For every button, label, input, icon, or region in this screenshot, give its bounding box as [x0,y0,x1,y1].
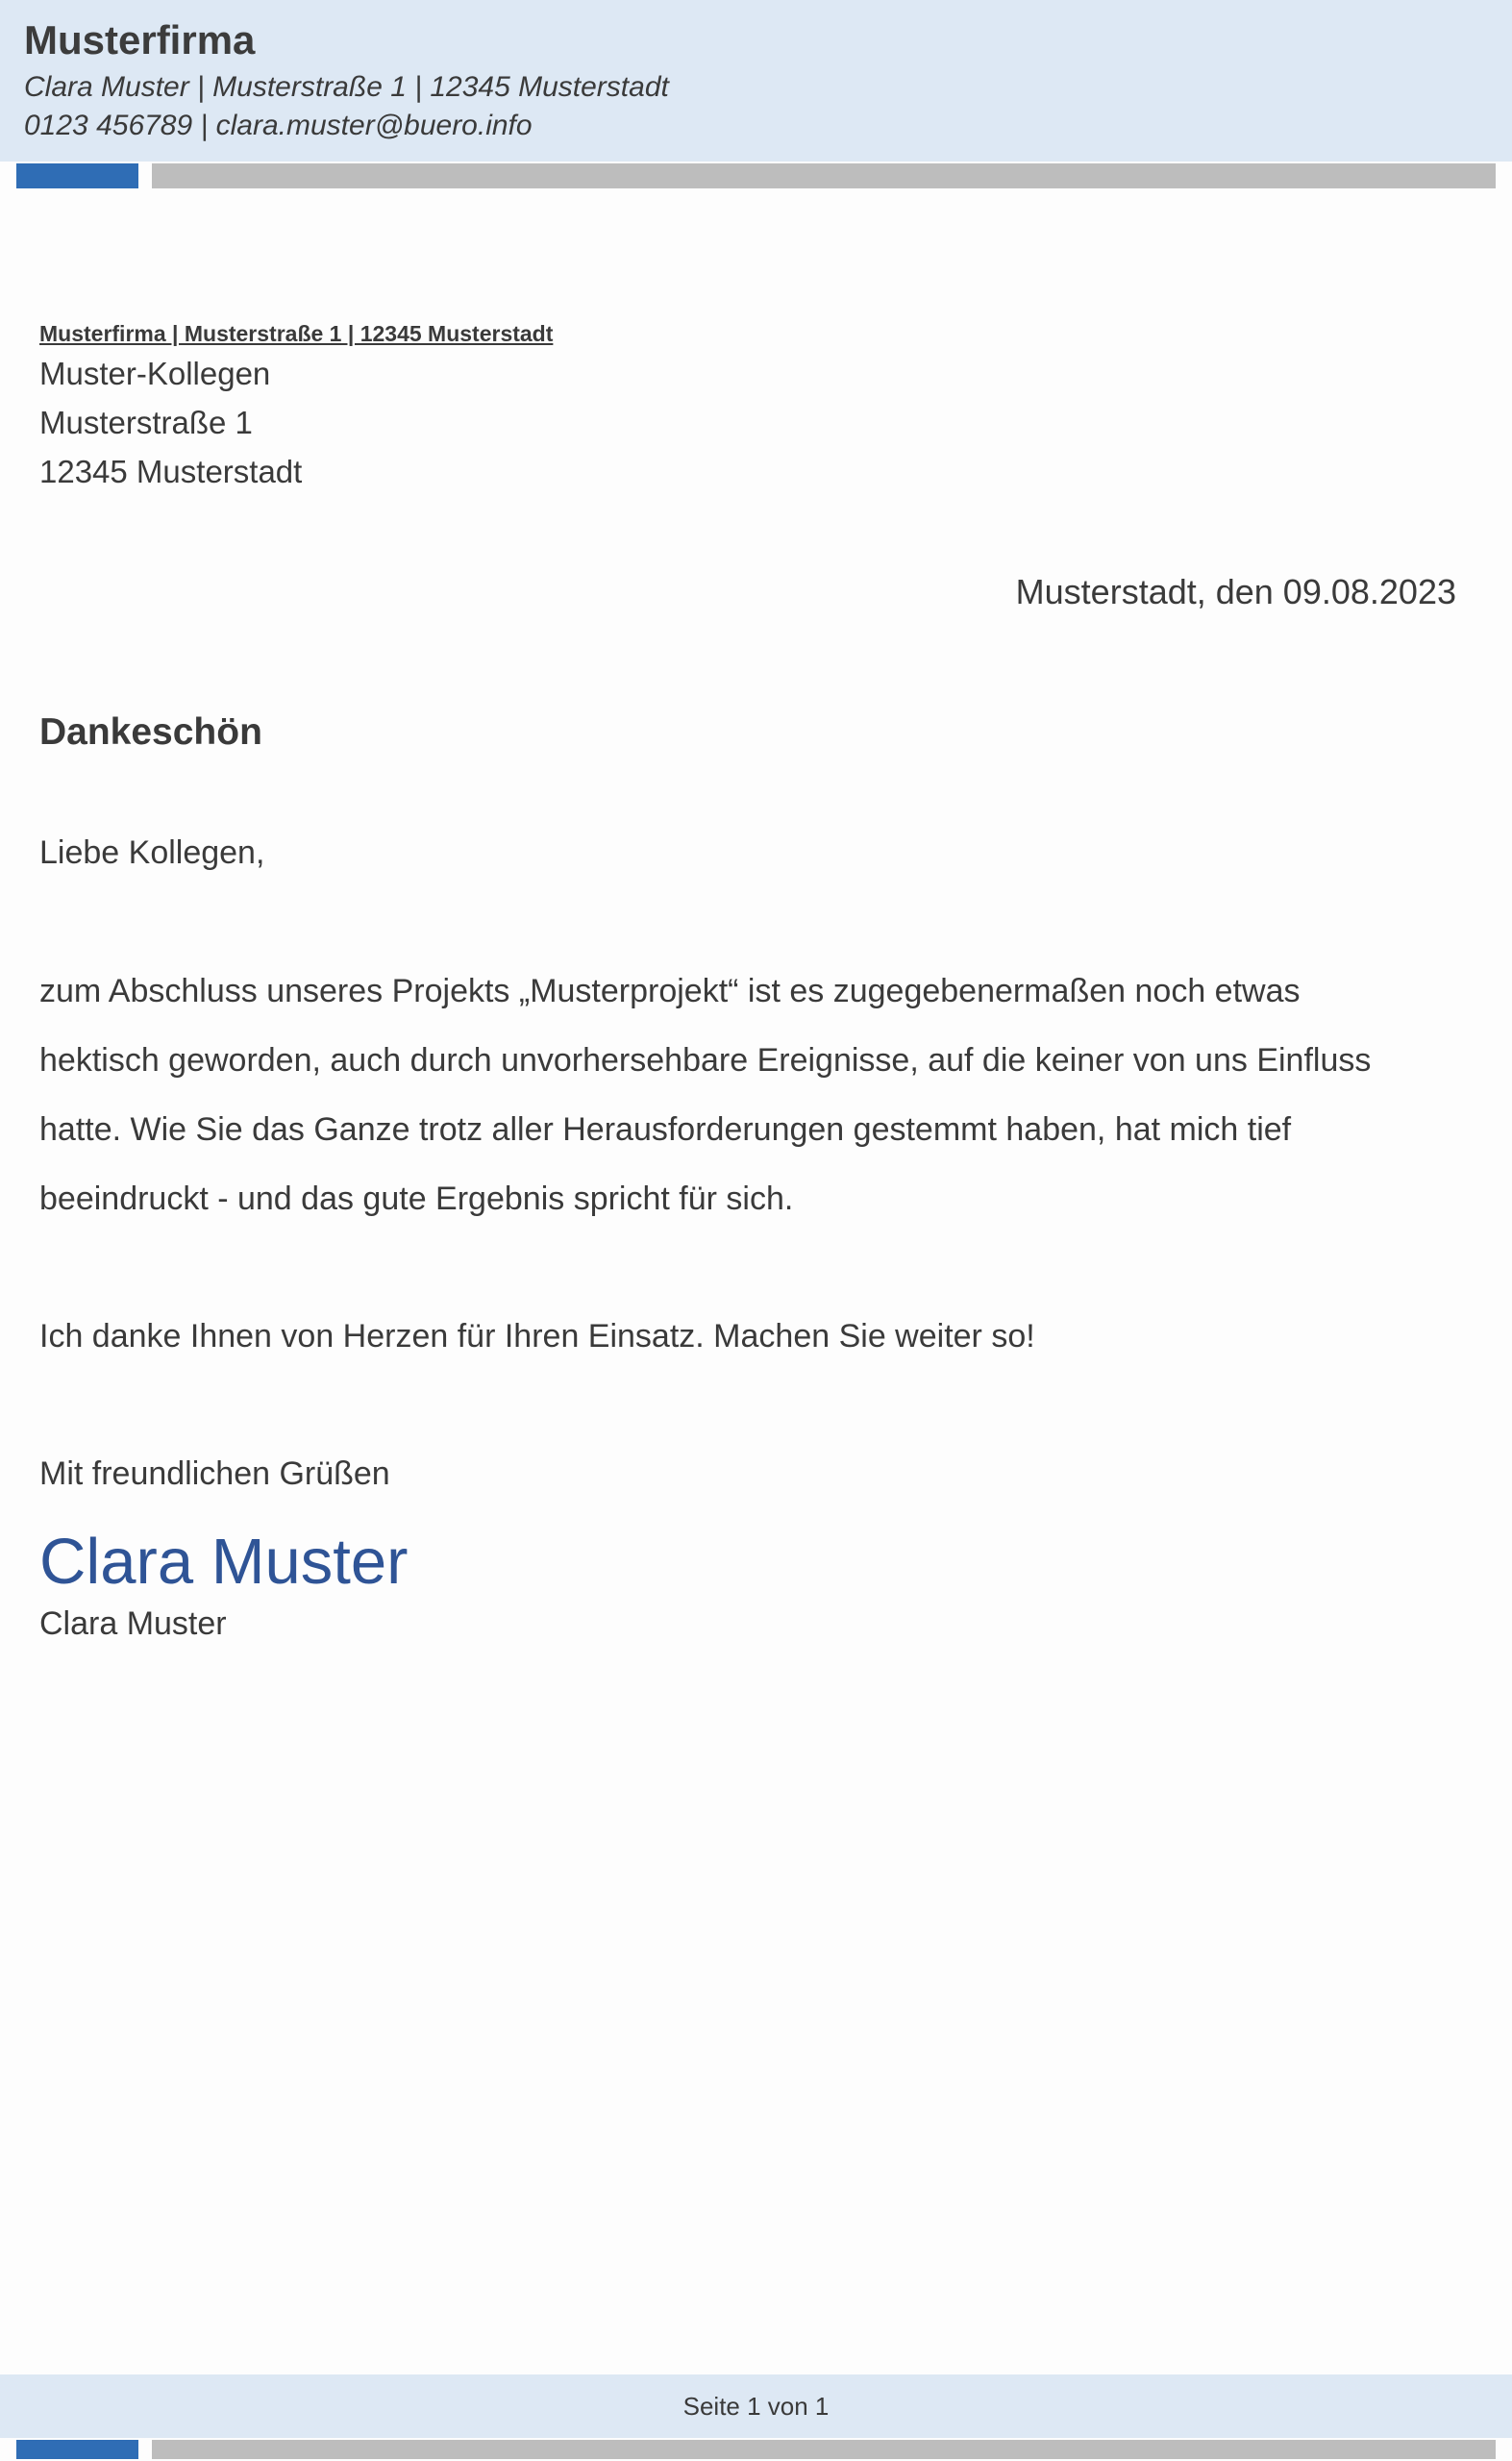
page-number: Seite 1 von 1 [682,2392,830,2421]
closing-phrase: Mit freundlichen Grüßen [39,1455,390,1492]
letterhead-address-line: Clara Muster | Musterstraße 1 | 12345 Musterstadt [24,71,669,103]
recipient-city: 12345 Musterstadt [39,454,303,489]
header-accent-blue-bar [16,163,138,188]
recipient-street: Musterstraße 1 [39,405,253,440]
body-paragraph-1 [39,957,1443,1233]
footer-accent-gray-bar [152,2440,1496,2459]
letter-date: Musterstadt, den 09.08.2023 [1015,572,1456,611]
sender-return-address: Musterfirma | Musterstraße 1 | 12345 Musterstadt [39,321,554,346]
body-paragraph-2 [39,1302,1443,1371]
footer-accent-blue-bar [16,2440,138,2459]
signature: Clara Muster [39,1526,409,1598]
header-accent-gray-bar [152,163,1496,188]
body-line: hatte. Wie Sie das Ganze trotz aller Herausforderungen gestemmt haben, hat mich tief [39,1111,1292,1148]
body-line: zum Abschluss unseres Projekts „Musterprojekt“ ist es zugegebenermaßen noch etwas [39,973,1301,1009]
salutation: Liebe Kollegen, [39,834,265,871]
letterhead-contact-line: 0123 456789 | clara.muster@buero.info [24,110,533,141]
body-line: Ich danke Ihnen von Herzen für Ihren Einsatz. Machen Sie weiter so! [39,1318,1035,1355]
body-line: beeindruckt - und das gute Ergebnis spricht für sich. [39,1181,794,1217]
company-name: Musterfirma [24,17,256,62]
recipient-name: Muster-Kollegen [39,356,271,391]
body-line: hektisch geworden, auch durch unvorhersehbare Ereignisse, auf die keiner von uns Einfluss [39,1042,1372,1079]
letter-subject: Dankeschön [39,711,262,753]
signer-name: Clara Muster [39,1605,227,1642]
